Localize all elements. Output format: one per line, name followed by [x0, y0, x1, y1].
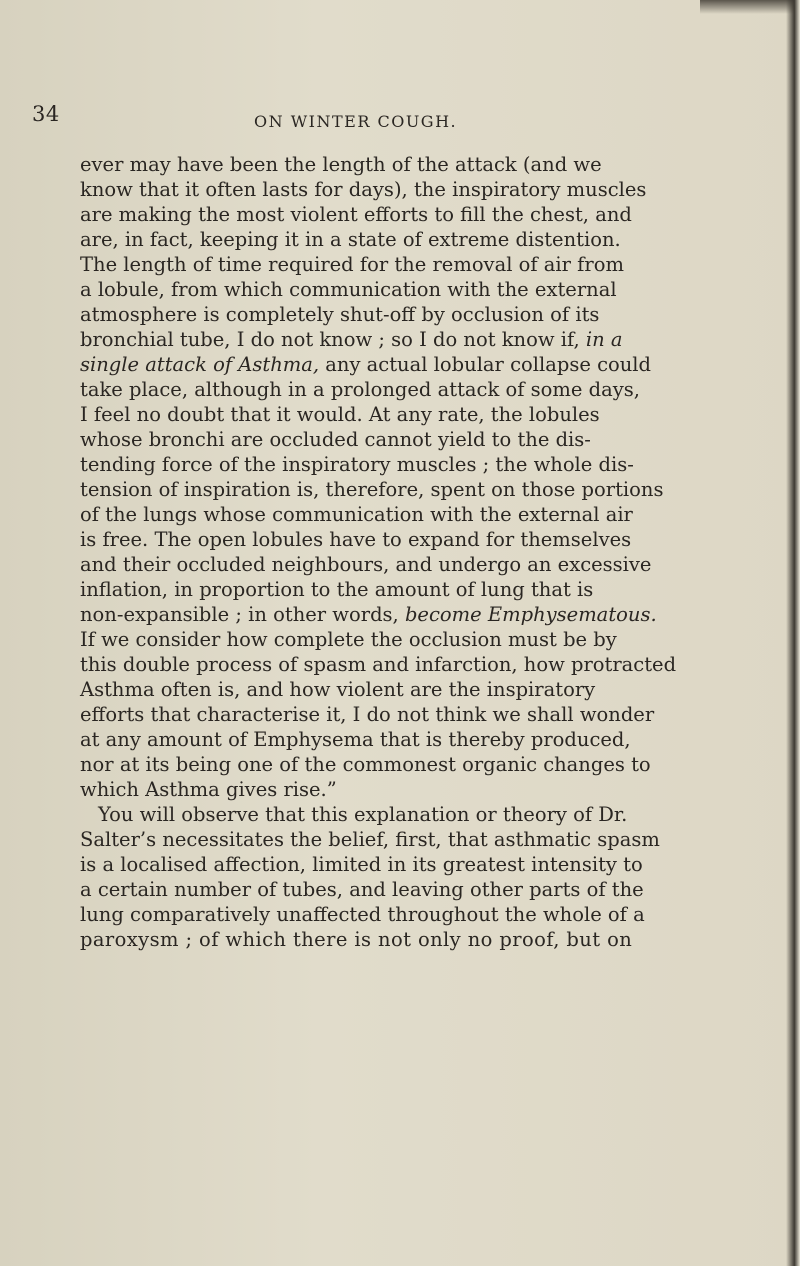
- text-line: which Asthma gives rise.”: [80, 778, 337, 801]
- text-line: a certain number of tubes, and leaving other parts of the: [80, 878, 644, 901]
- text-line: and their occluded neighbours, and undergo an excessive: [80, 553, 652, 576]
- text-line: of the lungs whose communication with the external air: [80, 503, 633, 526]
- text-line: lung comparatively unaffected throughout the whole of a: [80, 903, 645, 926]
- text-line: inflation, in proportion to the amount of lung that is: [80, 578, 594, 601]
- text-line: Asthma often is, and how violent are the inspiratory: [80, 678, 596, 701]
- text-line: efforts that characterise it, I do not think we shall wonder: [80, 703, 655, 726]
- text-line: ever may have been the length of the attack (and we: [80, 153, 602, 176]
- text-line: Salter’s necessitates the belief, first, that asthmatic spasm: [80, 828, 660, 851]
- page-number: 34: [32, 102, 60, 126]
- text-line: tending force of the inspiratory muscles ; the whole dis-: [80, 453, 634, 476]
- text-line: is free. The open lobules have to expand for themselves: [80, 528, 632, 551]
- text-line: take place, although in a prolonged attack of some days,: [80, 378, 640, 401]
- text-line: a lobule, from which communication with the external: [80, 278, 617, 301]
- text-line: nor at its being one of the commonest organic changes to: [80, 753, 651, 776]
- text-line: If we consider how complete the occlusion must be by: [80, 628, 617, 651]
- text-span: any actual lobular collapse could: [319, 353, 652, 376]
- text-line: [80, 327, 800, 352]
- text-line: this double process of spasm and infarction, how protracted: [80, 653, 677, 676]
- text-line: is a localised affection, limited in its greatest intensity to: [80, 853, 643, 876]
- text-span: non-expansible ; in other words,: [80, 603, 405, 626]
- text-line: are making the most violent efforts to fill the chest, and: [80, 203, 632, 226]
- text-line: [80, 352, 800, 377]
- text-line: The length of time required for the removal of air from: [80, 253, 624, 276]
- text-line: [80, 602, 800, 627]
- running-head: ON WINTER COUGH.: [254, 112, 458, 131]
- text-line: You will observe that this explanation or theory of Dr.: [98, 803, 628, 826]
- text-line: atmosphere is completely shut-off by occlusion of its: [80, 303, 600, 326]
- text-line: tension of inspiration is, therefore, spent on those portions: [80, 478, 664, 501]
- italic-span: single attack of Asthma,: [80, 353, 320, 376]
- text-line: at any amount of Emphysema that is thereby produced,: [80, 728, 631, 751]
- text-line: know that it often lasts for days), the inspiratory muscles: [80, 178, 647, 201]
- text-line: are, in fact, keeping it in a state of extreme distention.: [80, 228, 621, 251]
- text-line: whose bronchi are occluded cannot yield to the dis-: [80, 428, 591, 451]
- italic-span: become Emphysematous.: [404, 603, 657, 626]
- body-text: [80, 152, 800, 952]
- text-span: bronchial tube, I do not know ; so I do not know if,: [80, 328, 586, 351]
- text-line: paroxysm ; of which there is not only no proof, but on: [80, 928, 633, 951]
- page-top-shadow: [700, 0, 800, 14]
- italic-span: in a: [585, 328, 623, 351]
- text-line: I feel no doubt that it would. At any rate, the lobules: [80, 403, 600, 426]
